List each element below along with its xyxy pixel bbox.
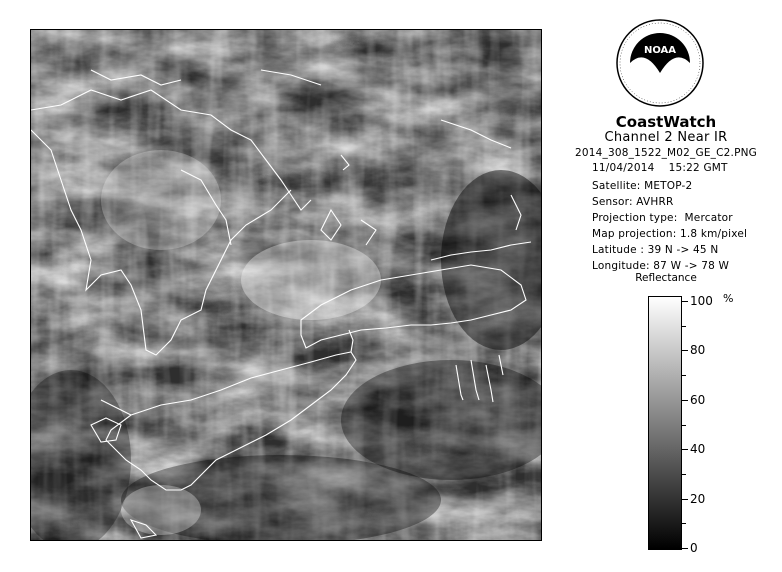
colorbar-minor-tick (682, 523, 686, 524)
image-filename: 2014_308_1522_M02_GE_C2.PNG (575, 147, 757, 159)
colorbar-tick-label: 20 (690, 492, 706, 506)
colorbar-minor-tick (682, 474, 686, 475)
longitude-line: Longitude: 87 W -> 78 W (592, 260, 730, 272)
satellite-line: Satellite: METOP-2 (592, 180, 693, 192)
colorbar-tick-label: 40 (690, 442, 706, 456)
colorbar-tick (682, 449, 688, 450)
colorbar-tick-label: 60 (690, 393, 706, 407)
colorbar-tick (682, 548, 688, 549)
colorbar-tick-label: 0 (690, 541, 698, 555)
acquisition-datetime: 11/04/2014 15:22 GMT (592, 162, 728, 174)
map-projection-line: Map projection: 1.8 km/pixel (592, 228, 748, 240)
colorbar-tick (682, 400, 688, 401)
legend-title: Reflectance (635, 272, 697, 284)
latitude-line: Latitude : 39 N -> 45 N (592, 244, 719, 256)
satellite-image (30, 29, 542, 541)
reflectance-colorbar (648, 296, 682, 550)
colorbar-minor-tick (682, 375, 686, 376)
logo-text: NOAA (643, 45, 677, 56)
noaa-logo-icon (615, 18, 705, 108)
product-title: CoastWatch (615, 113, 717, 131)
colorbar-tick (682, 301, 688, 302)
colorbar-tick (682, 350, 688, 351)
colorbar-minor-tick (682, 425, 686, 426)
satellite-imagery (31, 30, 542, 541)
projection-type-line: Projection type: Mercator (592, 212, 733, 224)
colorbar-tick-label: 80 (690, 343, 706, 357)
colorbar-tick (682, 499, 688, 500)
sensor-line: Sensor: AVHRR (592, 196, 674, 208)
legend-unit: % (723, 292, 734, 305)
colorbar-minor-tick (682, 326, 686, 327)
channel-subtitle: Channel 2 Near IR (604, 130, 728, 145)
colorbar-tick-label: 100 (690, 294, 713, 308)
